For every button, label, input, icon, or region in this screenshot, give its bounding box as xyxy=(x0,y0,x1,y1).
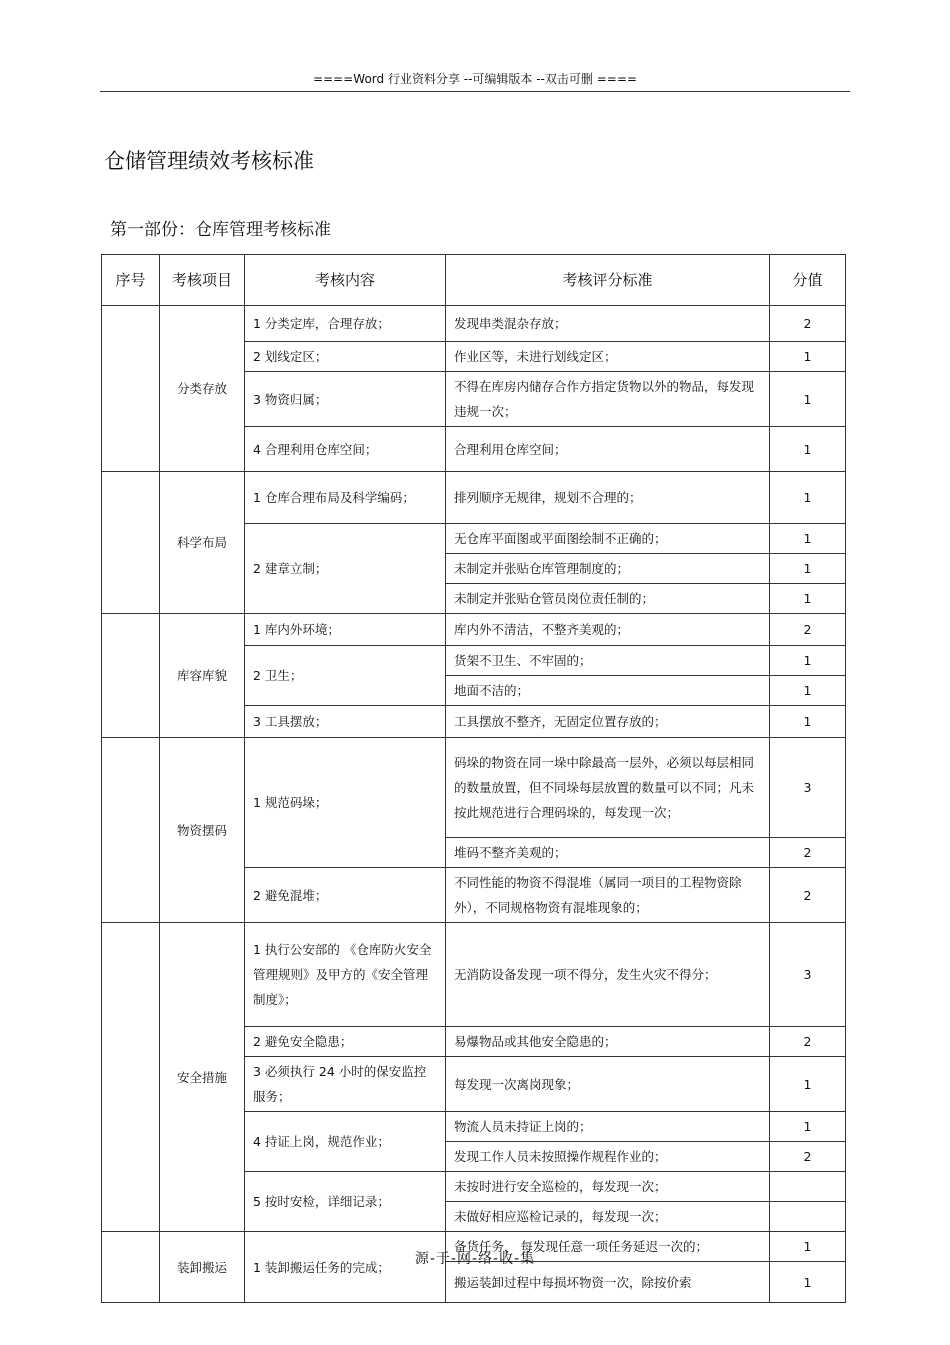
content-cell: 2 建章立制； xyxy=(245,524,446,614)
score-cell: 3 xyxy=(770,738,846,838)
category-cell: 科学布局 xyxy=(160,472,245,614)
score-cell: 1 xyxy=(770,1057,846,1112)
content-cell: 1 分类定库，合理存放； xyxy=(245,306,446,342)
score-cell: 1 xyxy=(770,584,846,614)
criteria-cell: 不得在库房内储存合作方指定货物以外的物品，每发现违规一次； xyxy=(446,372,770,427)
criteria-cell: 工具摆放不整齐，无固定位置存放的； xyxy=(446,706,770,738)
score-cell: 1 xyxy=(770,1112,846,1142)
content-cell: 2 避免安全隐患； xyxy=(245,1027,446,1057)
content-cell: 4 合理利用仓库空间； xyxy=(245,427,446,472)
table-row xyxy=(102,738,846,838)
content-cell: 3 工具摆放； xyxy=(245,706,446,738)
header-item: 考核项目 xyxy=(160,255,245,306)
score-cell: 1 xyxy=(770,1262,846,1303)
content-cell: 1 仓库合理布局及科学编码； xyxy=(245,472,446,524)
criteria-cell: 发现串类混杂存放； xyxy=(446,306,770,342)
content-cell: 2 划线定区； xyxy=(245,342,446,372)
page-footer: 源-于-网-络-收-集 xyxy=(414,1251,536,1267)
content-cell: 4 持证上岗，规范作业； xyxy=(245,1112,446,1172)
score-cell xyxy=(770,1172,846,1202)
content-cell: 3 必须执行 24 小时的保安监控服务； xyxy=(245,1057,446,1112)
criteria-cell: 无仓库平面图或平面图绘制不正确的； xyxy=(446,524,770,554)
seq-cell xyxy=(102,923,160,1232)
criteria-cell: 堆码不整齐美观的； xyxy=(446,838,770,868)
content-cell: 2 卫生； xyxy=(245,646,446,706)
criteria-cell: 码垛的物资在同一垛中除最高一层外，必须以每层相同的数量放置，但不同垛每层放置的数量可以不同；凡未按此规范进行合理码垛的，每发现一次； xyxy=(446,738,770,838)
content-cell: 5 按时安检，详细记录； xyxy=(245,1172,446,1232)
score-cell: 2 xyxy=(770,868,846,923)
category-cell: 安全措施 xyxy=(160,923,245,1232)
seq-cell xyxy=(102,472,160,614)
score-cell xyxy=(770,1202,846,1232)
score-cell: 2 xyxy=(770,1027,846,1057)
score-cell: 1 xyxy=(770,524,846,554)
header-criteria: 考核评分标准 xyxy=(446,255,770,306)
content-cell: 1 库内外环境； xyxy=(245,614,446,646)
score-cell: 1 xyxy=(770,372,846,427)
page-header: ====Word 行业资料分享 --可编辑版本 --双击可删 ==== xyxy=(313,72,637,86)
score-cell: 2 xyxy=(770,1142,846,1172)
criteria-cell: 未按时进行安全巡检的，每发现一次； xyxy=(446,1172,770,1202)
score-cell: 1 xyxy=(770,472,846,524)
header-rule xyxy=(100,91,850,92)
score-cell: 3 xyxy=(770,923,846,1027)
criteria-cell: 无消防设备发现一项不得分，发生火灾不得分； xyxy=(446,923,770,1027)
score-cell: 1 xyxy=(770,646,846,676)
score-cell: 2 xyxy=(770,306,846,342)
criteria-cell: 备货任务， 每发现任意一项任务延迟一次的； xyxy=(446,1232,770,1262)
criteria-cell: 未制定并张贴仓管员岗位责任制的； xyxy=(446,584,770,614)
seq-cell xyxy=(102,306,160,472)
score-cell: 2 xyxy=(770,614,846,646)
section-title: 第一部份：仓库管理考核标准 xyxy=(110,220,331,240)
content-cell: 3 物资归属； xyxy=(245,372,446,427)
score-cell: 2 xyxy=(770,838,846,868)
criteria-cell: 未制定并张贴仓库管理制度的； xyxy=(446,554,770,584)
criteria-cell: 合理利用仓库空间； xyxy=(446,427,770,472)
criteria-cell: 物流人员未持证上岗的； xyxy=(446,1112,770,1142)
content-cell: 1 装卸搬运任务的完成； xyxy=(245,1232,446,1303)
criteria-cell: 每发现一次离岗现象； xyxy=(446,1057,770,1112)
content-cell: 2 避免混堆； xyxy=(245,868,446,923)
seq-cell xyxy=(102,614,160,738)
score-cell: 1 xyxy=(770,1232,846,1262)
criteria-cell: 搬运装卸过程中每损坏物资一次，除按价索 xyxy=(446,1262,770,1303)
category-cell: 分类存放 xyxy=(160,306,245,472)
header-score: 分值 xyxy=(770,255,846,306)
table-row xyxy=(102,472,846,524)
document-title: 仓储管理绩效考核标准 xyxy=(104,149,314,173)
category-cell: 装卸搬运 xyxy=(160,1232,245,1303)
criteria-cell: 易爆物品或其他安全隐患的； xyxy=(446,1027,770,1057)
score-cell: 1 xyxy=(770,427,846,472)
seq-cell xyxy=(102,738,160,923)
table-header-row xyxy=(102,255,846,306)
table-row xyxy=(102,614,846,646)
content-cell: 1 规范码垛； xyxy=(245,738,446,868)
criteria-cell: 库内外不清洁，不整齐美观的； xyxy=(446,614,770,646)
criteria-cell: 不同性能的物资不得混堆（属同一项目的工程物资除外），不同规格物资有混堆现象的； xyxy=(446,868,770,923)
table-row xyxy=(102,923,846,1027)
score-cell: 1 xyxy=(770,706,846,738)
assessment-table xyxy=(101,254,846,1303)
criteria-cell: 排列顺序无规律，规划不合理的； xyxy=(446,472,770,524)
header-content: 考核内容 xyxy=(245,255,446,306)
criteria-cell: 地面不洁的； xyxy=(446,676,770,706)
header-seq: 序号 xyxy=(102,255,160,306)
criteria-cell: 未做好相应巡检记录的，每发现一次； xyxy=(446,1202,770,1232)
score-cell: 1 xyxy=(770,554,846,584)
content-cell: 1 执行公安部的 《仓库防火安全管理规则》及甲方的《安全管理制度》； xyxy=(245,923,446,1027)
table-row xyxy=(102,306,846,342)
criteria-cell: 货架不卫生、不牢固的； xyxy=(446,646,770,676)
criteria-cell: 发现工作人员未按照操作规程作业的； xyxy=(446,1142,770,1172)
category-cell: 物资摆码 xyxy=(160,738,245,923)
score-cell: 1 xyxy=(770,342,846,372)
category-cell: 库容库貌 xyxy=(160,614,245,738)
criteria-cell: 作业区等，未进行划线定区； xyxy=(446,342,770,372)
score-cell: 1 xyxy=(770,676,846,706)
